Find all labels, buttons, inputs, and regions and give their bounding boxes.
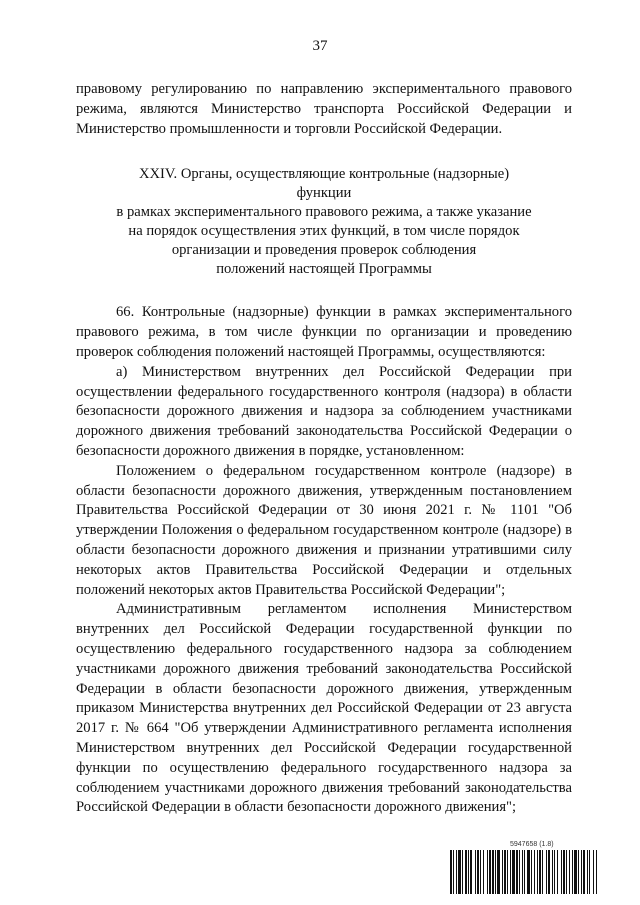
barcode-icon (450, 850, 622, 894)
section-title (76, 165, 572, 279)
page-number: 37 (312, 38, 328, 54)
document-body (76, 80, 572, 818)
section-title-line: в рамках экспериментального правового режима, а также указание (116, 204, 532, 221)
paragraph-administrative-regulation: Административным регламентом исполнения Министерством внутренних дел Российской Федерации государственной функции по осуществлению федерального государственного надзора за соблюдением участниками дорожного движения требований законодательства Российской Федерации в области безопасности дорожного движения, утвержденным приказом Министерства внутренних дел Российской Федерации от 23 августа 2017 г. № 664 "Об утверждении Административного регламента исполнения Министерством внутренних дел Российской Федерации государственной функции по осуществлению федерального государственного надзора за соблюдением участниками дорожного движения требований законодательства Российской Федерации в области безопасности дорожного движения"; (76, 601, 572, 816)
paragraph-regulation-position: Положением о федеральном государственном контроле (надзоре) в области безопасности дорожного движения, утвержденным постановлением Правительства Российской Федерации от 30 июня 2021 г. № 1101 "Об утверждении Положения о федеральном государственном контроле (надзоре) в области безопасности дорожного движения и признании утратившими силу некоторых актов Правительства Российской Федерации и отдельных положений некоторых актов Правительства Российской Федерации"; (76, 462, 572, 598)
paragraph-66: 66. Контрольные (надзорные) функции в рамках экспериментального правового режима, в том числе функции по организации и проведению проверок соблюдения положений настоящей Программы, осуществляются: (76, 304, 572, 360)
barcode-block (450, 840, 622, 894)
paragraph-item-a: а) Министерством внутренних дел Российской Федерации при осуществлении федерального государственного контроля (надзора) в области безопасности дорожного движения и надзора за соблюдением участниками дорожного движения требований законодательства Российской Федерации о безопасности дорожного движения в порядке, установленном: (76, 363, 572, 459)
section-title-line: на порядок осуществления этих функций, в том числе порядок (128, 223, 520, 240)
section-title-line: положений настоящей Программы (216, 261, 432, 278)
section-title-line: организации и проведения проверок соблюдения (171, 242, 477, 259)
section-title-line: XXIV. Органы, осуществляющие контрольные (надзорные) функции (138, 166, 510, 202)
opening-paragraph: правовому регулированию по направлению экспериментального правового режима, являются Министерство транспорта Российской Федерации и Министерство промышленности и торговли Российской Федерации. (76, 81, 572, 137)
barcode-caption: 5947658 (1.8) (510, 841, 554, 848)
